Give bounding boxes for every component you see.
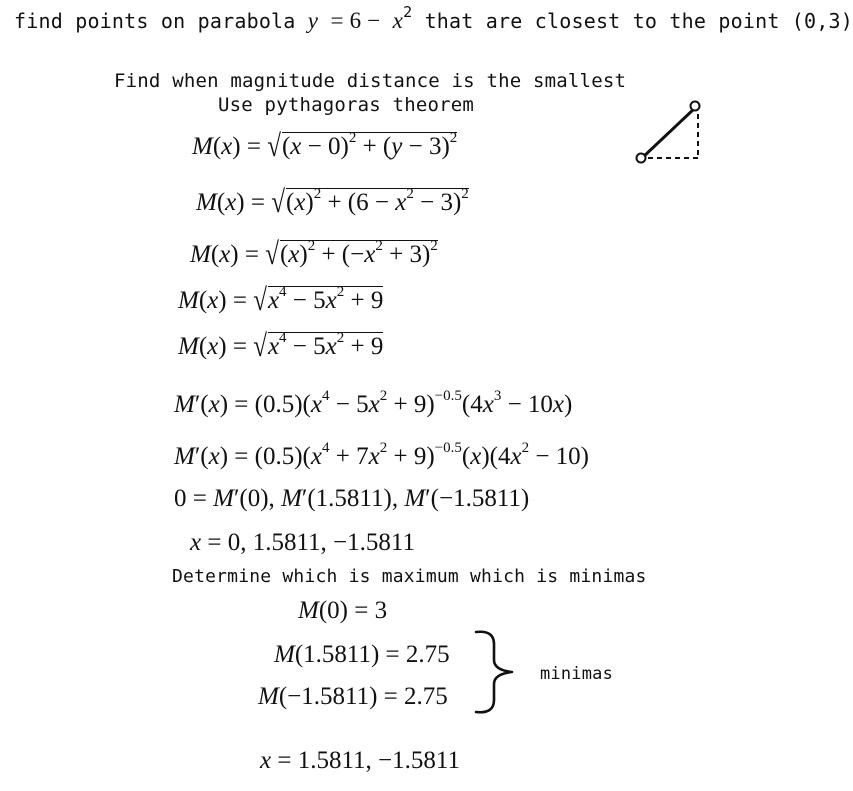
equation-11: M(1.5811) = 2.75	[274, 641, 450, 668]
equation-6: $M'(x) = (0.5)(x^4 - 5x^2 + 9)^{-0.5}(4x^3 - 10x)$	[174, 387, 573, 418]
equation-4: $M(x) = √x^4 - 5x^2 + 9$	[178, 283, 384, 318]
minimas-label: minimas	[540, 664, 614, 684]
equation-12: M(−1.5811) = 2.75	[258, 683, 448, 710]
curly-brace	[472, 626, 532, 716]
equation-8: 0 = M′(0), M′(1.5811), M′(−1.5811)	[174, 485, 530, 512]
equation-13: x = 1.5811, −1.5811	[260, 747, 460, 774]
note-determine: Determine which is maximum which is minimas	[172, 566, 647, 587]
equation-10: M(0) = 3	[298, 597, 388, 624]
triangle-sketch	[630, 96, 720, 166]
note-magnitude: Find when magnitude distance is the smallest	[114, 70, 627, 92]
equation-9: x = 0, 1.5811, −1.5811	[190, 529, 415, 556]
equation-5: $M(x) = √x^4 - 5x^2 + 9$	[178, 329, 384, 364]
equation-7: $M'(x) = (0.5)(x^4 + 7x^2 + 9)^{-0.5}(x)(4x^2 - 10)$	[174, 439, 590, 470]
equation-1: $M(x) = √(x - 0)^2 + (y - 3)^2$	[192, 129, 458, 164]
problem-title: find points on parabola $y = 6 - x^2$ that are closest to the point (0,3)	[14, 3, 853, 33]
equation-2: $M(x) = √(x)^2 + (6 - x^2 - 3)^2$	[196, 185, 469, 220]
equation-3: $M(x) = √(x)^2 + (-x^2 + 3)^2$	[190, 237, 438, 272]
note-pythagoras: Use pythagoras theorem	[218, 94, 475, 116]
